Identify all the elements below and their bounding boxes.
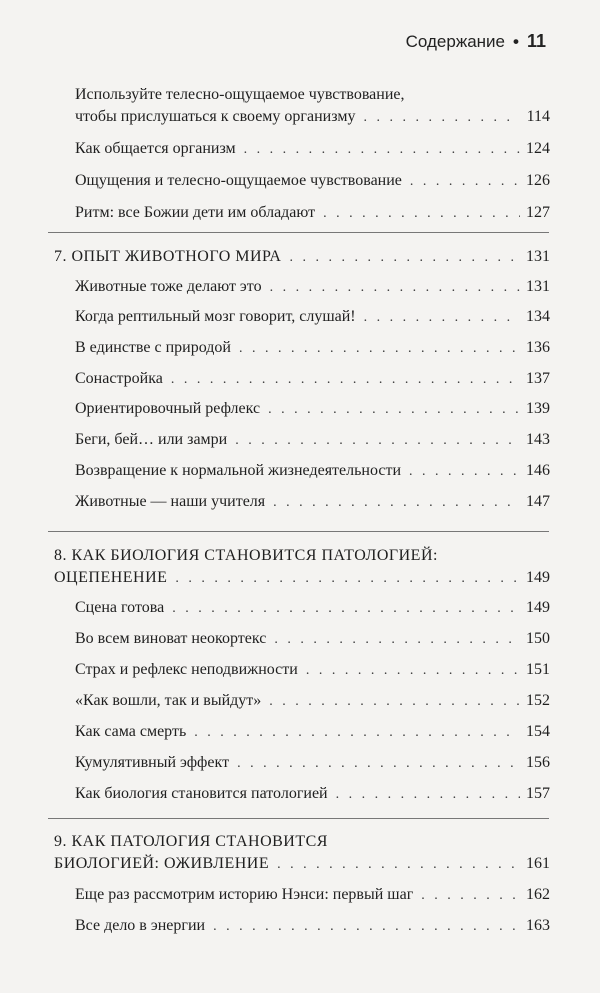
chapter-divider	[48, 232, 549, 233]
toc-chapter-pre: 9. КАК ПАТОЛОГИЯ СТАНОВИТСЯ	[54, 833, 328, 850]
toc-entry-label: Животные — наши учителя	[75, 493, 266, 510]
chapter-divider	[48, 531, 549, 532]
toc-leader-dots	[244, 140, 520, 160]
toc-page-number: 146	[526, 462, 550, 479]
toc-entry	[0, 660, 600, 681]
header-separator: •	[513, 31, 519, 51]
toc-leader-dots	[269, 692, 520, 712]
toc-page-number: 151	[526, 661, 550, 678]
toc-leader-dots	[268, 400, 520, 420]
toc-entry-label: Кумулятивный эффект	[75, 754, 230, 771]
toc-page-number: 126	[526, 172, 550, 189]
toc-entry-pre: Используйте телесно-ощущаемое чувствование,	[75, 86, 405, 103]
toc-leader-dots	[194, 723, 520, 743]
toc-entry-label: Как сама смерть	[75, 723, 187, 740]
toc-page-number: 157	[526, 785, 550, 802]
toc-entry	[0, 338, 600, 359]
toc-entry	[0, 691, 600, 712]
toc-entry	[0, 171, 600, 192]
toc-page-number: 136	[526, 339, 550, 356]
toc-entry	[0, 885, 600, 906]
toc-entry-label: Сонастройка	[75, 370, 163, 387]
toc-entry	[0, 784, 600, 805]
toc-page-number: 131	[526, 248, 550, 265]
toc-page-number: 152	[526, 692, 550, 709]
toc-page-number: 149	[526, 599, 550, 616]
toc-page-number: 162	[526, 886, 550, 903]
toc-entry-label: Возвращение к нормальной жизнедеятельности	[75, 462, 402, 479]
toc-page-number: 124	[526, 140, 550, 157]
toc-entry-label: «Как вошли, так и выйдут»	[75, 692, 262, 709]
toc-entry-label: Ощущения и телесно-ощущаемое чувствование	[75, 172, 402, 189]
toc-entry	[0, 461, 600, 482]
toc-entry-label: Страх и рефлекс неподвижности	[75, 661, 298, 678]
toc-entry-label: Во всем виноват неокортекс	[75, 630, 267, 647]
toc-chapter-pre: 8. КАК БИОЛОГИЯ СТАНОВИТСЯ ПАТОЛОГИЕЙ:	[54, 547, 438, 564]
toc-entry	[0, 722, 600, 743]
toc-leader-dots	[421, 886, 520, 906]
toc-leader-dots	[323, 204, 520, 224]
toc-entry-label: Еще раз рассмотрим историю Нэнси: первый шаг	[75, 886, 414, 903]
toc-leader-dots	[363, 108, 520, 128]
toc-leader-dots	[235, 431, 520, 451]
toc-entry	[0, 139, 600, 160]
toc-chapter-label: БИОЛОГИЕЙ: ОЖИВЛЕНИЕ	[54, 855, 270, 872]
header-title: Содержание	[405, 31, 506, 51]
toc-entry	[0, 916, 600, 937]
toc-leader-dots	[239, 339, 520, 359]
toc-leader-dots	[306, 661, 520, 681]
toc-leader-dots	[364, 308, 520, 328]
toc-page-number: 149	[526, 569, 550, 586]
toc-entry	[0, 492, 600, 513]
chapter-divider	[48, 818, 549, 819]
toc-chapter-entry	[0, 247, 600, 268]
toc-page-number: 143	[526, 431, 550, 448]
toc-page-number: 114	[526, 108, 550, 125]
toc-page-number: 154	[526, 723, 550, 740]
toc-entry	[0, 753, 600, 774]
toc-entry-label: Как общается организм	[75, 140, 236, 157]
toc-entry	[0, 277, 600, 298]
toc-chapter-label: ОЦЕПЕНЕНИЕ	[54, 569, 168, 586]
toc-leader-dots	[172, 599, 520, 619]
toc-entry-label: чтобы прислушаться к своему организму	[75, 108, 356, 125]
toc-entry	[0, 399, 600, 420]
toc-page-number: 161	[526, 855, 550, 872]
toc-entry	[0, 107, 600, 128]
toc-leader-dots	[274, 630, 520, 650]
toc-entry-label: Ритм: все Божии дети им обладают	[75, 204, 316, 221]
header-page-number: 11	[526, 31, 546, 51]
toc-page-number: 131	[526, 278, 550, 295]
toc-entry	[0, 430, 600, 451]
toc-page-number: 137	[526, 370, 550, 387]
toc-entry-label: Животные тоже делают это	[75, 278, 262, 295]
toc-page-number: 127	[526, 204, 550, 221]
toc-leader-dots	[289, 248, 520, 268]
toc-chapter-label: 7. ОПЫТ ЖИВОТНОГО МИРА	[54, 248, 282, 265]
toc-leader-dots	[171, 370, 520, 390]
toc-page-number: 139	[526, 400, 550, 417]
toc-entry	[0, 203, 600, 224]
toc-entry-label: Когда рептильный мозг говорит, слушай!	[75, 308, 356, 325]
toc-entry-label: Все дело в энергии	[75, 917, 206, 934]
toc-leader-dots	[270, 278, 520, 298]
toc-entry-label: Сцена готова	[75, 599, 165, 616]
toc-entry-label: В единстве с природой	[75, 339, 231, 356]
toc-entry-label: Как биология становится патологией	[75, 785, 328, 802]
toc-page-number: 150	[526, 630, 550, 647]
toc-leader-dots	[273, 493, 520, 513]
toc-entry	[0, 369, 600, 390]
toc-leader-dots	[277, 855, 520, 875]
toc-chapter-entry	[0, 568, 600, 589]
toc-leader-dots	[410, 172, 520, 192]
toc-entry-label: Беги, бей… или замри	[75, 431, 228, 448]
toc-entry	[0, 598, 600, 619]
toc-leader-dots	[237, 754, 520, 774]
toc-leader-dots	[409, 462, 520, 482]
toc-leader-dots	[336, 785, 520, 805]
toc-page-number: 156	[526, 754, 550, 771]
toc-leader-dots	[175, 569, 520, 589]
toc-page-number: 163	[526, 917, 550, 934]
toc-page-number: 147	[526, 493, 550, 510]
toc-entry-label: Ориентировочный рефлекс	[75, 400, 261, 417]
toc-leader-dots	[213, 917, 520, 937]
toc-entry	[0, 629, 600, 650]
running-header	[406, 31, 546, 52]
toc-page-number: 134	[526, 308, 550, 325]
toc-entry	[0, 307, 600, 328]
toc-chapter-entry	[0, 854, 600, 875]
